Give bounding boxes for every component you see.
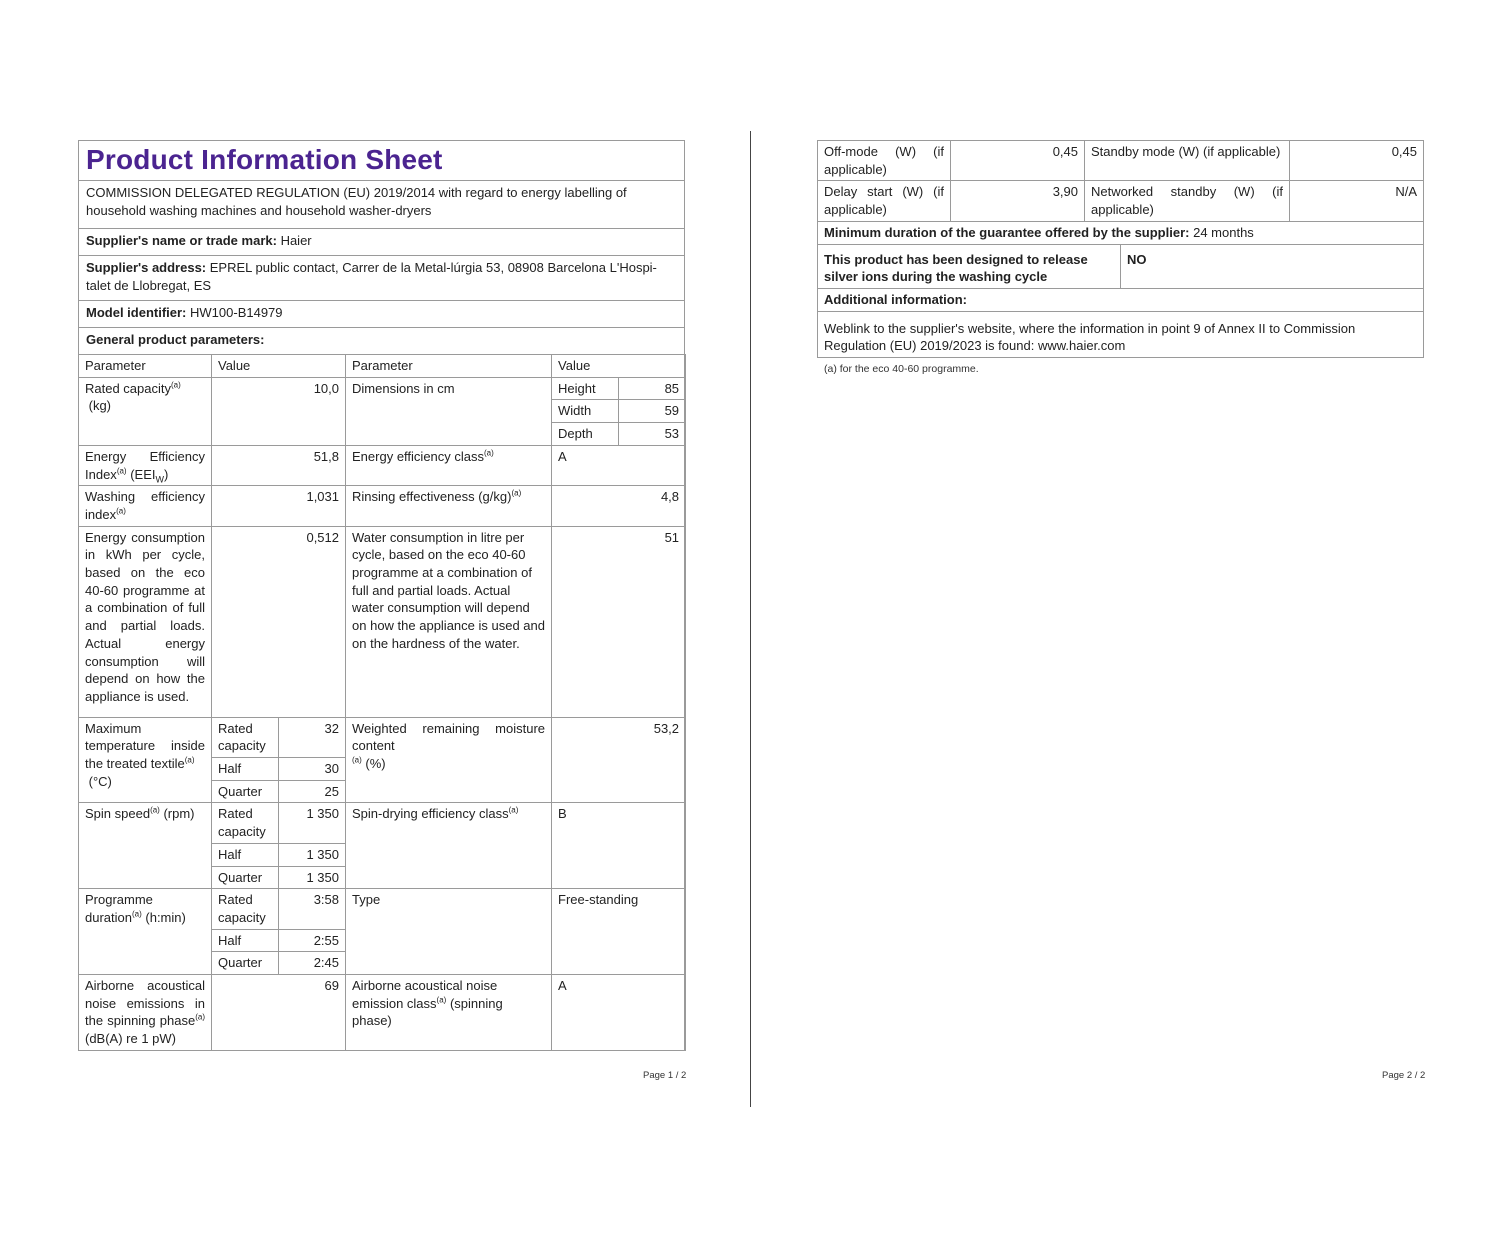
table-row xyxy=(79,889,686,929)
max-temperature-label: Maximum temperature inside the treated textile$^{(a)}$ (°C) xyxy=(79,717,212,803)
type-label: Type xyxy=(346,889,552,975)
delay-start-value: 3,90 xyxy=(951,181,1085,221)
rated-capacity-label: Rated capacity$^{(a)}$ (kg) xyxy=(79,377,212,445)
eei-label: Energy Efficiency Index$^{(a)}$ $(EEI_W)$ xyxy=(79,445,212,485)
height-label: Height xyxy=(552,377,619,400)
off-mode-label: Off-mode (W) (if applicable) xyxy=(818,141,951,181)
spin-quarter-value: 1 350 xyxy=(279,866,346,889)
table-row xyxy=(818,288,1424,311)
type-value: Free-standing xyxy=(552,889,686,975)
guarantee-value: 24 months xyxy=(1193,224,1254,240)
networked-standby-label: Networked standby (W) (if applicable) xyxy=(1085,181,1290,221)
table-row xyxy=(818,181,1424,221)
depth-value: 53 xyxy=(619,423,686,446)
rated-capacity-value: 10,0 xyxy=(212,377,346,445)
energy-class-value: A xyxy=(552,445,686,485)
table-row xyxy=(818,221,1424,244)
table-header-row xyxy=(79,355,686,378)
water-consumption-value: 51 xyxy=(552,526,686,717)
header-parameter-2: Parameter xyxy=(346,355,552,378)
delay-start-label: Delay start (W) (if applicable) xyxy=(818,181,951,221)
temp-half-label: Half xyxy=(212,758,279,781)
height-value: 85 xyxy=(619,377,686,400)
temp-rated-label: Rated capacity xyxy=(212,717,279,757)
table-row xyxy=(818,141,1424,181)
supplier-address-row xyxy=(79,255,684,300)
spin-rated-label: Rated capacity xyxy=(212,803,279,843)
supplier-address-value: EPREL public contact, Carrer de la Metal-lúrgia 53, 08908 Barcelona L'Hospi-talet de Llobregat, ES xyxy=(86,260,657,293)
guarantee-label: Minimum duration of the guarantee offered by the supplier: xyxy=(824,224,1190,240)
silver-ions-label: This product has been designed to release silver ions during the washing cycle xyxy=(818,244,1121,288)
header-value: Value xyxy=(212,355,346,378)
moisture-label: Weighted remaining moisture content $^{(a)}$ (%) xyxy=(346,717,552,803)
weblink-url[interactable]: www.haier.com xyxy=(1037,338,1126,354)
noise-value: 69 xyxy=(212,975,346,1051)
eei-value: 51,8 xyxy=(212,445,346,485)
energy-consumption-value: 0,512 xyxy=(212,526,346,717)
page-divider xyxy=(750,131,751,1107)
duration-half-label: Half xyxy=(212,929,279,952)
temp-half-value: 30 xyxy=(279,758,346,781)
table-row xyxy=(79,486,686,526)
regulation-text: COMMISSION DELEGATED REGULATION (EU) 2019/2014 with regard to energy labelling of household washing machines and household washer-dryers xyxy=(79,180,684,228)
standby-label: Standby mode (W) (if applicable) xyxy=(1085,141,1290,181)
spin-rated-value: 1 350 xyxy=(279,803,346,843)
washing-efficiency-value: 1,031 xyxy=(212,486,346,526)
table-row xyxy=(79,717,686,757)
energy-class-label: Energy efficiency class$^{(a)}$ xyxy=(346,445,552,485)
networked-standby-value: N/A xyxy=(1290,181,1424,221)
duration-label: Programme duration$^{(a)}$ (h:min) xyxy=(79,889,212,975)
duration-rated-label: Rated capacity xyxy=(212,889,279,929)
silver-ions-value: NO xyxy=(1121,244,1424,288)
header-value-2: Value xyxy=(552,355,686,378)
table-row xyxy=(79,377,686,400)
noise-label: Airborne acoustical noise emissions in the spinning phase$^{(a)}$ (dB(A) re 1 pW) xyxy=(79,975,212,1051)
page-title: Product Information Sheet xyxy=(86,144,443,175)
dimensions-label: Dimensions in cm xyxy=(346,377,552,445)
model-value: HW100-B14979 xyxy=(190,305,283,320)
rinsing-label: Rinsing effectiveness $(g/kg)^{(a)}$ xyxy=(346,486,552,526)
duration-rated-value: 3:58 xyxy=(279,889,346,929)
width-label: Width xyxy=(552,400,619,423)
standby-table xyxy=(817,140,1424,245)
temp-rated-value: 32 xyxy=(279,717,346,757)
depth-label: Depth xyxy=(552,423,619,446)
info-sheet-box xyxy=(78,140,685,1051)
table-row xyxy=(79,803,686,843)
table-row xyxy=(818,311,1424,357)
supplier-name-label: Supplier's name or trade mark: xyxy=(86,233,277,248)
energy-consumption-label: Energy consumption in kWh per cycle, based on the eco 40-60 programme at a combination of full and partial loads. Actual energy consumption will depend on how the appliance is used. xyxy=(79,526,212,717)
off-mode-value: 0,45 xyxy=(951,141,1085,181)
guarantee-row xyxy=(818,221,1424,244)
page-number-1: Page 1 / 2 xyxy=(643,1070,687,1081)
footnote: (a) for the eco 40-60 programme. xyxy=(824,363,979,376)
supplier-name-row xyxy=(79,228,684,255)
additional-info-label: Additional information: xyxy=(818,288,1424,311)
header-parameter: Parameter xyxy=(79,355,212,378)
table-row xyxy=(79,526,686,717)
width-value: 59 xyxy=(619,400,686,423)
washing-efficiency-label: Washing efficiency index$^{(a)}$ xyxy=(79,486,212,526)
supplier-address-label: Supplier's address: xyxy=(86,260,207,275)
water-consumption-label: Water consumption in litre per cycle, based on the eco 40-60 programme at a combination of full and partial loads. Actual water consumption will depend on how the appliance is used and on the hardness of the water. xyxy=(346,526,552,717)
noise-class-label: Airborne acoustical noise emission class$^{(a)}$ (spinning phase) xyxy=(346,975,552,1051)
model-row xyxy=(79,300,684,327)
rinsing-value: 4,8 xyxy=(552,486,686,526)
moisture-value: 53,2 xyxy=(552,717,686,803)
model-label: Model identifier: xyxy=(86,305,187,320)
page-2 xyxy=(817,140,1423,375)
general-params-label: General product parameters: xyxy=(79,327,684,354)
supplier-name-value: Haier xyxy=(280,233,312,248)
spin-class-label: Spin-drying efficiency class$^{(a)}$ xyxy=(346,803,552,889)
page-number-2: Page 2 / 2 xyxy=(1382,1070,1426,1081)
temp-quarter-value: 25 xyxy=(279,780,346,803)
temp-quarter-label: Quarter xyxy=(212,780,279,803)
table-row xyxy=(79,975,686,1051)
table-row xyxy=(818,244,1424,288)
spin-half-value: 1 350 xyxy=(279,843,346,866)
additional-table xyxy=(817,244,1424,359)
duration-quarter-label: Quarter xyxy=(212,952,279,975)
spin-class-value: B xyxy=(552,803,686,889)
standby-value: 0,45 xyxy=(1290,141,1424,181)
table-row xyxy=(79,445,686,485)
spin-quarter-label: Quarter xyxy=(212,866,279,889)
spin-half-label: Half xyxy=(212,843,279,866)
parameters-table xyxy=(78,354,686,1051)
weblink-text: Weblink to the supplier's website, where the information in point 9 of Annex II to Commission Regulation (EU) 2019/2023 is found: xyxy=(824,320,1356,354)
noise-class-value: A xyxy=(552,975,686,1051)
weblink-row xyxy=(818,311,1424,357)
duration-quarter-value: 2:45 xyxy=(279,952,346,975)
page-1 xyxy=(78,140,685,1051)
duration-half-value: 2:55 xyxy=(279,929,346,952)
spin-speed-label: Spin speed$^{(a)}$ (rpm) xyxy=(79,803,212,889)
